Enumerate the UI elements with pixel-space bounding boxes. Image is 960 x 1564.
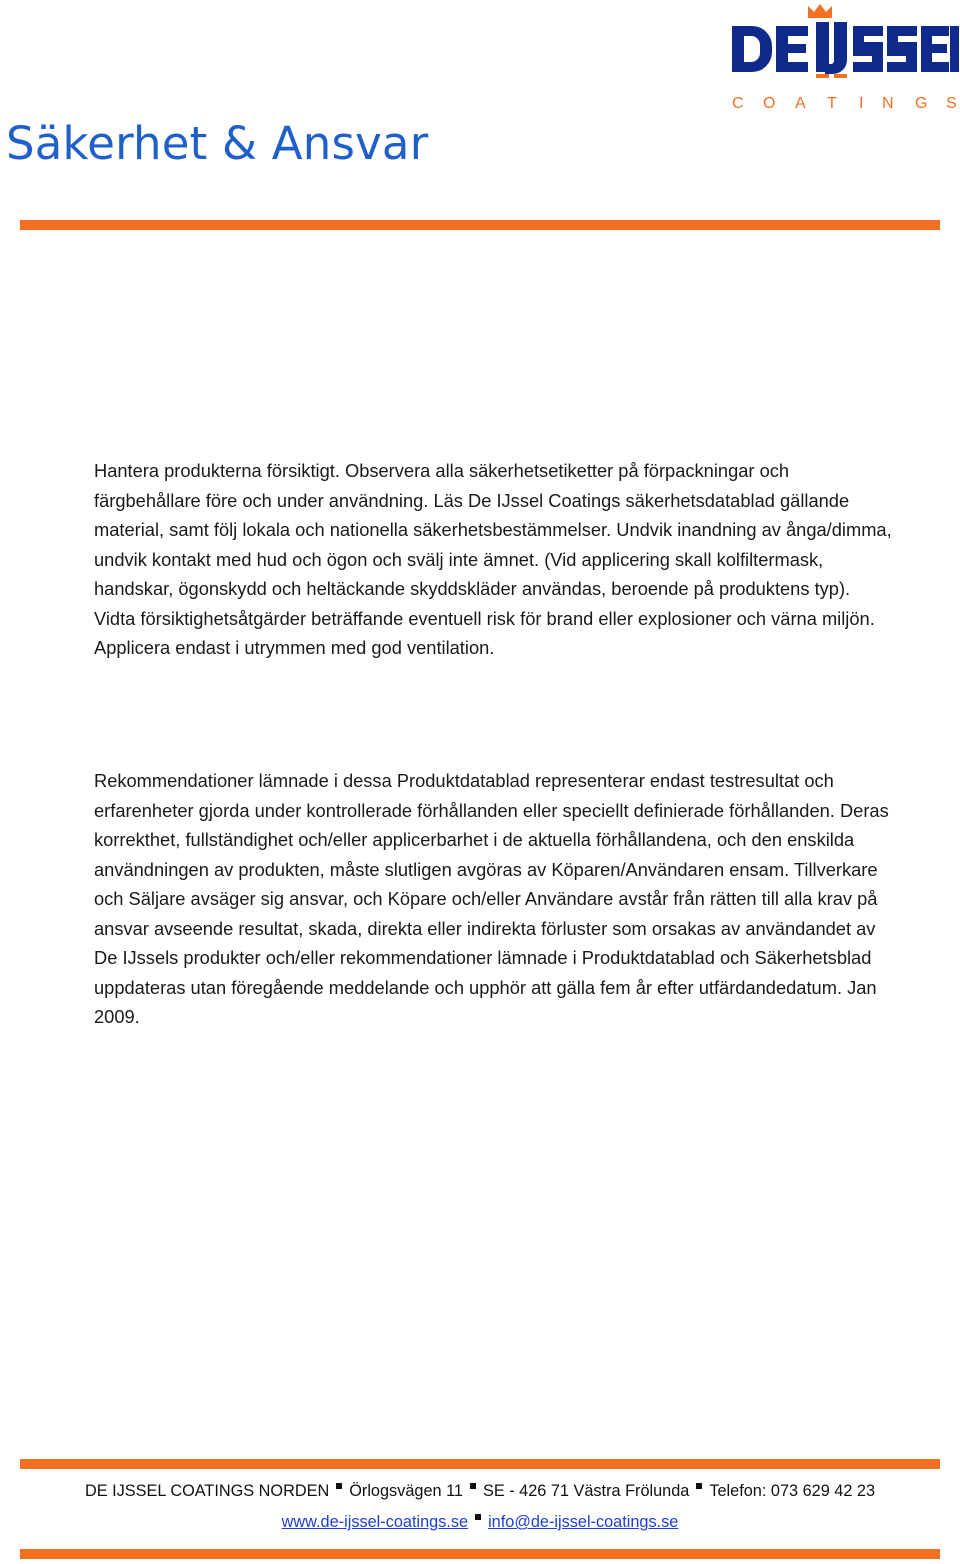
square-bullet-icon (336, 1483, 342, 1489)
bottom-divider (20, 1546, 940, 1556)
website-link[interactable]: www.de-ijssel-coatings.se (281, 1513, 469, 1531)
top-divider (20, 217, 940, 227)
orange-rule (20, 1549, 940, 1559)
svg-text:I: I (859, 95, 864, 112)
tagline-letter: C (732, 95, 744, 112)
square-bullet-icon (696, 1483, 702, 1489)
footer-divider (20, 1456, 940, 1466)
square-bullet-icon (475, 1514, 481, 1520)
orange-rule (20, 1459, 940, 1469)
svg-text:O: O (763, 95, 776, 112)
de-ijssel-logo-icon (724, 0, 960, 116)
footer-phone: Telefon: 073 629 42 23 (709, 1482, 876, 1500)
page-title: Säkerhet & Ansvar (6, 117, 429, 170)
svg-text:A: A (795, 95, 806, 112)
disclaimer-paragraph: Rekommendationer lämnade i dessa Produktdatablad representerar endast testresultat och erfarenheter gjorda under kontrollerade förhållanden eller speciellt definierade förhållanden. Deras korrekthet, fullständighet och/eller applicerbarhet i de aktuella förhållandena, och den enskilda användningen av produkten, måste slutligen avgöras av Köparen/Användaren ensam. Tillverkare och Säljare avsäger sig ansvar, och Köpare och/eller Användare avstår från rätten till alla krav på ansvar avseende resultat, skada, direkta eller indirekta förluster som orsakas av användandet av De IJssels produkter och/eller rekommendationer lämnade i Produktdatablad och Säkerhetsblad uppdateras utan föregående meddelande och upphör att gälla fem år efter utfärdandedatum. Jan 2009. (94, 770, 889, 1027)
footer-company: DE IJSSEL COATINGS NORDEN (84, 1482, 330, 1500)
footer-postal: SE - 426 71 Västra Frölunda (482, 1482, 690, 1500)
svg-text:N: N (882, 95, 894, 112)
square-bullet-icon (470, 1483, 476, 1489)
svg-text:G: G (915, 95, 928, 112)
safety-paragraph: Hantera produkterna försiktigt. Observera alla säkerhetsetiketter på förpackningar och färgbehållare före och under användning. Läs De IJssel Coatings säkerhetsdatablad gällande material, samt följ lokala och nationella säkerhetsbestämmelser. Undvik inandning av ånga/dimma, undvik kontakt med hud och ögon och svälj inte ämnet. (Vid applicering skall kolfiltermask, handskar, ögonskydd och heltäckande skyddskläder användas, beroende på produktens typ). Vidta försiktighetsåtgärder beträffande eventuell risk för brand eller explosioner och värna miljön. Applicera endast i utrymmen med god ventilation. (94, 460, 892, 658)
crown-icon (808, 4, 832, 18)
wordmark-icon (732, 22, 959, 74)
orange-rule (20, 220, 940, 230)
email-link[interactable]: info@de-ijssel-coatings.se (488, 1513, 679, 1531)
company-logo (724, 0, 960, 116)
footer-address-line (0, 1481, 960, 1501)
footer-links-line (0, 1512, 960, 1532)
svg-text:T: T (827, 95, 837, 112)
footer-street: Örlogsvägen 11 (349, 1482, 463, 1500)
svg-text:S: S (946, 95, 957, 112)
